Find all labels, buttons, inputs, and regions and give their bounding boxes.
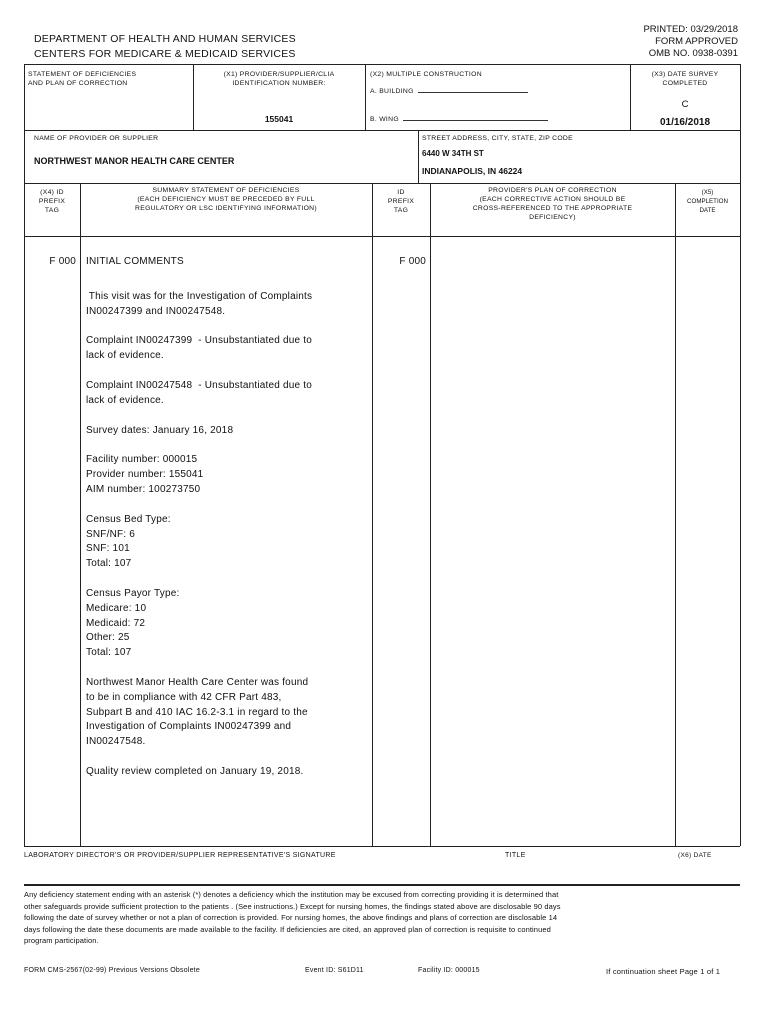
col-line-3 [430, 183, 431, 846]
frame-top [24, 64, 740, 65]
building-label: A. BUILDING [370, 88, 414, 95]
col-line-left [24, 183, 25, 846]
top-row-bottom [24, 130, 740, 131]
paragraph-census-payor: Census Payor Type: Medicare: 10 Medicaid: 72 Other: 25 Total: 107 [86, 587, 180, 659]
page-continuation: If continuation sheet Page 1 of 1 [606, 967, 721, 976]
x2-label: (X2) MULTIPLE CONSTRUCTION [370, 71, 482, 78]
wing-label: B. WING [370, 116, 399, 123]
paragraph-census-bed: Census Bed Type: SNF/NF: 6 SNF: 101 Total: 107 [86, 513, 171, 570]
x6-date-label: (X6) DATE [678, 852, 712, 859]
frame-right-top [740, 64, 741, 183]
initial-comments-title: INITIAL COMMENTS [86, 256, 184, 267]
facility-id: Facility ID: 000015 [418, 967, 480, 974]
agency-line-2: CENTERS FOR MEDICARE & MEDICAID SERVICES [34, 48, 296, 60]
x5-header: (X5) COMPLETION DATE [687, 189, 728, 214]
paragraph-quality-review: Quality review completed on January 19, 2018. [86, 765, 304, 777]
printed-date: PRINTED: 03/29/2018 [643, 24, 738, 35]
divider-x2 [365, 64, 366, 130]
plan-header: PROVIDER'S PLAN OF CORRECTION (EACH CORRECTIVE ACTION SHOULD BE CROSS-REFERENCED TO THE APPROPRIATE DEFICIENCY) [472, 187, 633, 221]
statement-label: STATEMENT OF DEFICIENCIES AND PLAN OF CORRECTION [28, 71, 137, 87]
col-line-4 [675, 183, 676, 846]
address-line-1: 6440 W 34TH ST [422, 149, 484, 158]
title-label: TITLE [505, 852, 526, 859]
paragraph-investigation: This visit was for the Investigation of Complaints IN00247399 and IN00247548. [86, 290, 313, 317]
wing-field [370, 114, 548, 124]
column-header-bottom [24, 236, 740, 237]
agency-header [34, 32, 296, 62]
body-bottom [24, 846, 740, 847]
x4-header: (X4) ID PREFIX TAG [38, 189, 66, 214]
provider-name-label: NAME OF PROVIDER OR SUPPLIER [34, 135, 159, 142]
summary-header: SUMMARY STATEMENT OF DEFICIENCIES (EACH DEFICIENCY MUST BE PRECEDED BY FULL REGULATORY OR LSC IDENTIFYING INFORMATION) [135, 187, 317, 212]
divider-address [418, 130, 419, 183]
deficiency-summary [86, 255, 368, 795]
signature-bottom [24, 884, 740, 886]
paragraph-complaint-1: Complaint IN00247399 - Unsubstantiated due to lack of evidence. [86, 335, 313, 362]
x1-label: (X1) PROVIDER/SUPPLIER/CLIA IDENTIFICATION NUMBER: [223, 71, 335, 87]
paragraph-complaint-2: Complaint IN00247548 - Unsubstantiated due to lack of evidence. [86, 379, 313, 406]
omb-number: OMB NO. 0938-0391 [648, 48, 738, 59]
paragraph-survey-dates: Survey dates: January 16, 2018 [86, 424, 234, 436]
building-field [370, 86, 528, 96]
agency-line-1: DEPARTMENT OF HEALTH AND HUMAN SERVICES [34, 33, 296, 45]
survey-code: C [681, 99, 689, 110]
col-line-right [740, 183, 741, 846]
paragraph-compliance: Northwest Manor Health Care Center was found to be in compliance with 42 CFR Part 483, Subpart B and 410 IAC 16.2-3.1 in regard to the Investigation of Complaints IN00247399 and IN00247548. [86, 676, 309, 748]
disclosure-notice: Any deficiency statement ending with an asterisk (*) denotes a deficiency which the institution may be excused from correcting providing it is determined that other safeguards provide sufficient protection to the patients . (See instructions.) Except for nursing homes, the findings stated above are disclosable 90 days following the date of survey whether or not a plan of correction is provided. For nursing homes, the above findings and plans of correction are disclosable 14 days following the date these documents are made available to the facility. If deficiencies are cited, an approved plan of correction is requisite to continued program participation. [24, 890, 561, 945]
address-label: STREET ADDRESS, CITY, STATE, ZIP CODE [422, 135, 573, 142]
frame-left-top [24, 64, 25, 183]
provider-id-number: 155041 [264, 114, 294, 124]
col-line-2 [372, 183, 373, 846]
x3-label: (X3) DATE SURVEY COMPLETED [651, 71, 719, 87]
building-blank[interactable] [418, 86, 528, 93]
address-line-2: INDIANAPOLIS, IN 46224 [422, 166, 523, 176]
provider-row-bottom [24, 183, 740, 184]
survey-completed-date: 01/16/2018 [659, 117, 711, 128]
tag-prefix-right: F 000 [399, 256, 426, 267]
id-header: ID PREFIX TAG [387, 189, 415, 214]
col-line-1 [80, 183, 81, 846]
signature-label: LABORATORY DIRECTOR'S OR PROVIDER/SUPPLIER REPRESENTATIVE'S SIGNATURE [24, 852, 336, 859]
paragraph-facility-numbers: Facility number: 000015 Provider number: 155041 AIM number: 100273750 [86, 454, 204, 495]
tag-prefix-left: F 000 [49, 256, 76, 267]
wing-blank[interactable] [403, 114, 548, 121]
event-id: Event ID: S61D11 [305, 967, 364, 974]
form-status-header [643, 24, 738, 60]
provider-name: NORTHWEST MANOR HEALTH CARE CENTER [34, 156, 235, 166]
form-approved: FORM APPROVED [655, 36, 738, 47]
form-number: FORM CMS-2567(02-99) Previous Versions Obsolete [24, 967, 200, 974]
